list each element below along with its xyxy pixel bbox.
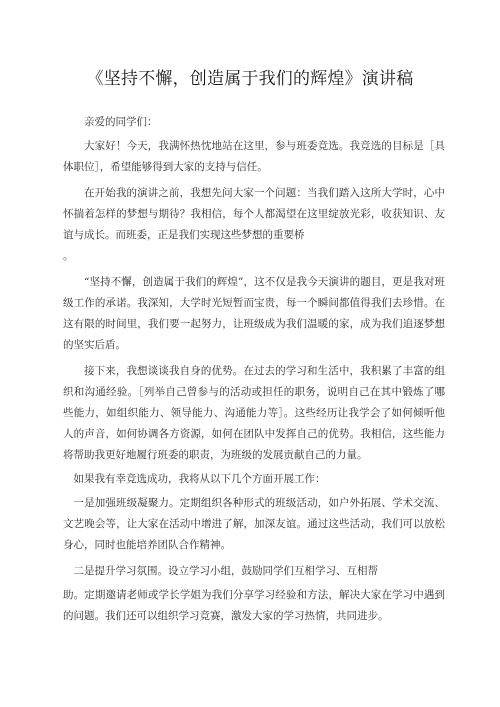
- paragraph-7-start: 二是提升学习氛围。设立学习小组，鼓励同学们互相学习、互相帮: [73, 565, 378, 577]
- paragraph-4: 接下来，我想谈谈我自身的优势。在过去的学习和生活中，我积累了丰富的组织和沟通经验。［列举自己曾参与的活动或担任的职务，说明自己在其中锻炼了哪些能力，如组织能力、领导能力、沟通能力等］。这些经历让我学会了如何倾听他人的声音，如何协调各方资源，如何在团队中发挥自己的优势。我相信，这些能力将帮助我更好地履行班委的职责，为班级的发展贡献自己的力量。: [63, 365, 445, 461]
- paragraph-7-continued: 助。定期邀请老师或学长学姐为我们分享学习经验和方法，解决大家在学习中遇到的问题。我们还可以组织学习竞赛，激发大家的学习热情，共同进步。: [63, 589, 445, 622]
- document-body: [63, 112, 445, 627]
- salutation: 亲爱的同学们：: [84, 116, 158, 128]
- paragraph-2: 在开始我的演讲之前，我想先问大家一个问题：当我们踏入这所大学时，心中怀揣着怎样的梦想与期待？我相信，每个人都渴望在这里绽放光彩，收获知识、友谊与成长。而班委，正是我们实现这些梦想的重要桥: [63, 187, 445, 241]
- paragraph-1: 大家好！今天，我满怀热忱地站在这里，参与班委竞选。我竞选的目标是［具体职位］，希望能够得到大家的支持与信任。: [63, 140, 445, 173]
- paragraph-6: 一是加强班级凝聚力。定期组织各种形式的班级活动，如户外拓展、学术交流、文艺晚会等，让大家在活动中增进了解，加深友谊。通过这些活动，我们可以放松身心，同时也能培养团队合作精神。: [63, 497, 445, 551]
- paragraph-5: 如果我有幸竞选成功，我将从以下几个方面开展工作：: [73, 473, 326, 485]
- document-title: 《坚持不懈，创造属于我们的辉煌》演讲稿: [86, 69, 414, 89]
- paragraph-3: “坚持不懈，创造属于我们的辉煌”，这不仅是我今天演讲的题目，更是我对班级工作的承诺。我深知，大学时光短暂而宝贵，每一个瞬间都值得我们去珍惜。在这有限的时间里，我们要一起努力，让班级成为我们温暖的家，成为我们追逐梦想的坚实后盾。: [63, 276, 445, 351]
- paragraph-2-tail: 。: [63, 250, 74, 262]
